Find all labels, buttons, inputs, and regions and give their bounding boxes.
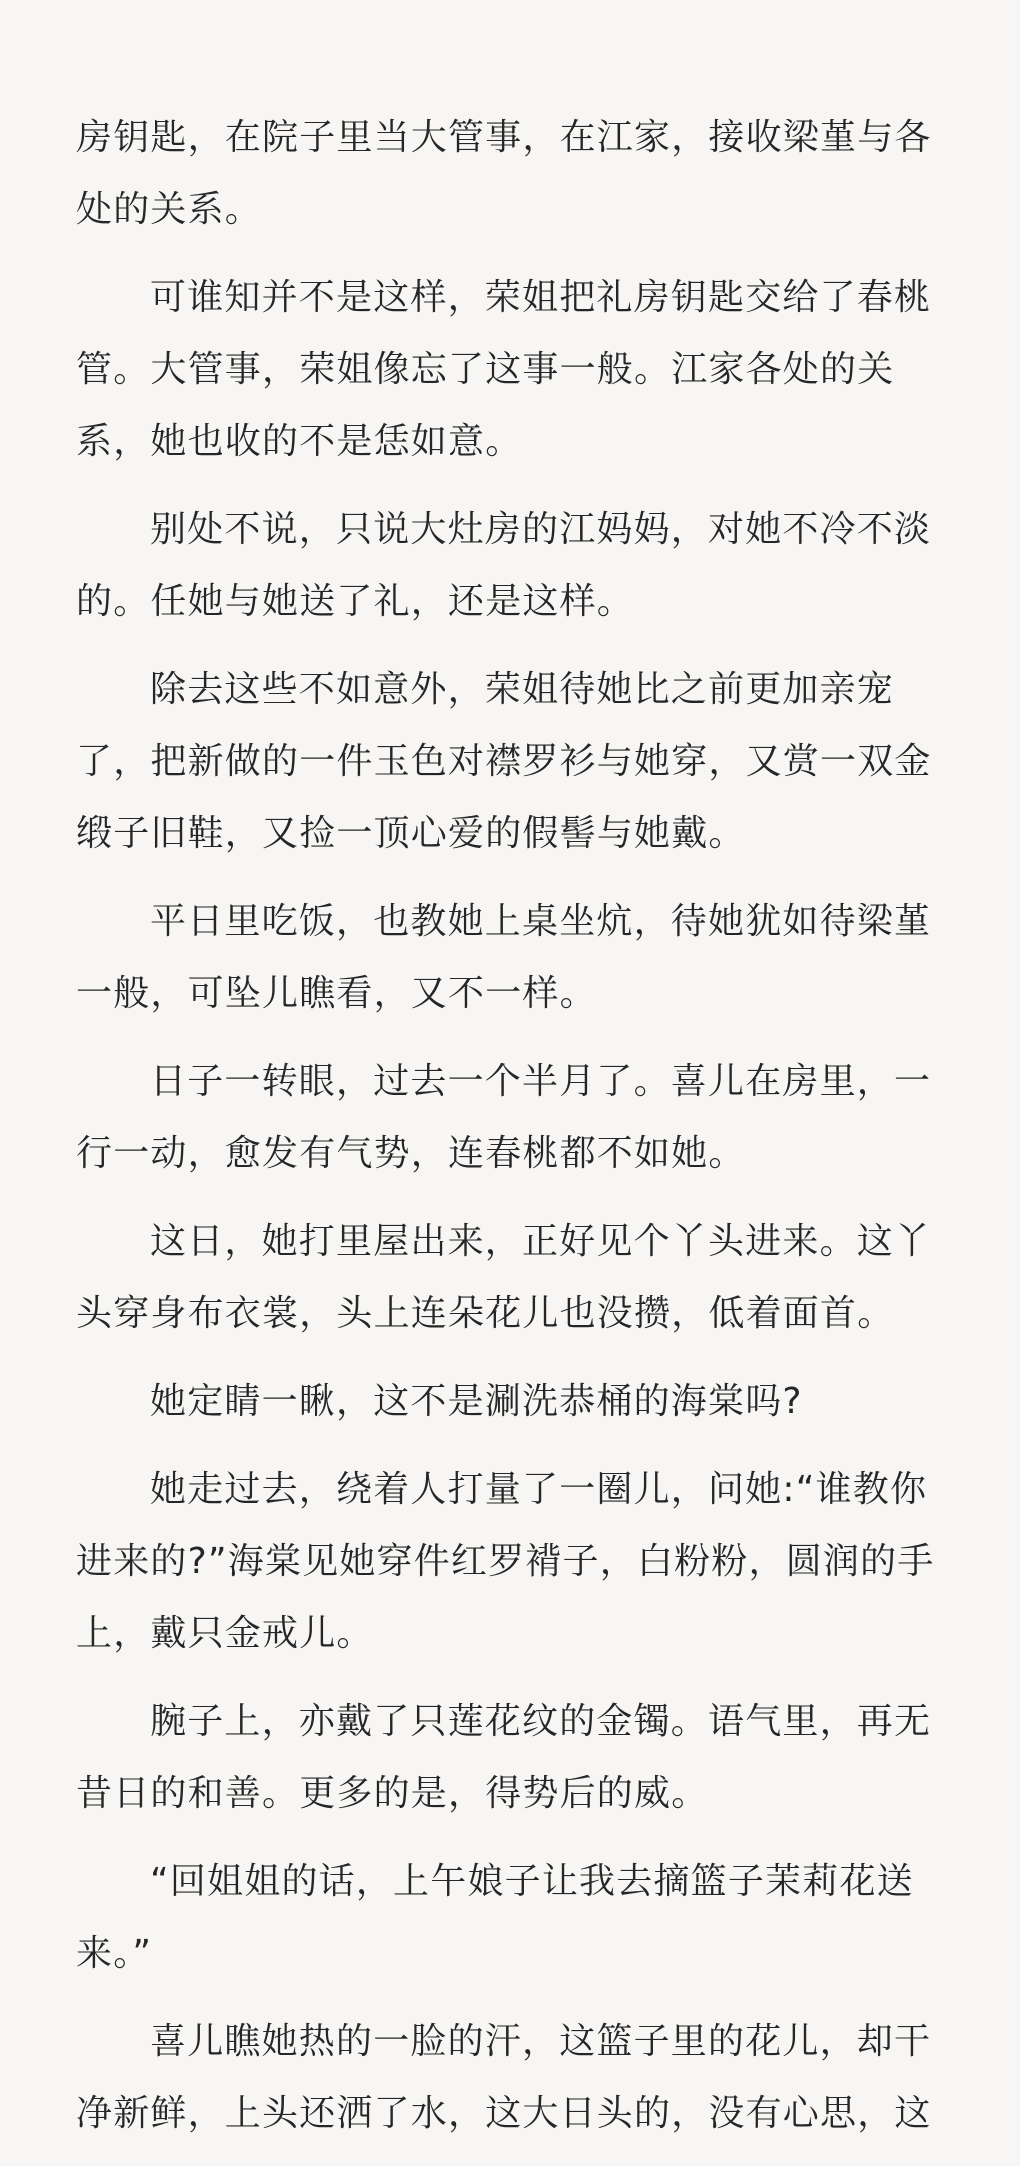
paragraph-9: 她走过去，绕着人打量了一圈儿，问她:“谁教你进来的?”海棠见她穿件红罗褙子，白粉粉，圆润的手上，戴只金戒儿。 [76,1469,935,1654]
paragraph-6: 日子一转眼，过去一个半月了。喜儿在房里，一行一动，愈发有气势，连春桃都不如她。 [76,1061,932,1174]
paragraph-5: 平日里吃饭，也教她上桌坐炕，待她犹如待梁堇一般，可坠儿瞧看，又不一样。 [76,901,932,1014]
paragraph-10: 腕子上，亦戴了只莲花纹的金镯。语气里，再无昔日的和善。更多的是，得势后的威。 [76,1701,932,1814]
paragraph-11: “回姐姐的话，上午娘子让我去摘篮子茉莉花送来。” [76,1861,914,1974]
paragraph-2: 可谁知并不是这样，荣姐把礼房钥匙交给了春桃管。大管事，荣姐像忘了这事一般。江家各处的关系，她也收的不是恁如意。 [76,277,932,462]
paragraph-3: 别处不说，只说大灶房的江妈妈，对她不冷不淡的。任她与她送了礼，还是这样。 [76,509,932,622]
paragraph-4: 除去这些不如意外，荣姐待她比之前更加亲宠了，把新做的一件玉色对襟罗衫与她穿，又赏一双金缎子旧鞋，又捡一顶心爱的假髻与她戴。 [76,669,932,854]
paragraph-8: 她定睛一瞅，这不是涮洗恭桶的海棠吗? [150,1381,803,1422]
paragraph-1: 房钥匙，在院子里当大管事，在江家，接收梁堇与各处的关系。 [76,117,932,230]
article-body [76,102,946,2166]
paragraph-7: 这日，她打里屋出来，正好见个丫头进来。这丫头穿身布衣裳，头上连朵花儿也没攒，低着面首。 [76,1221,932,1334]
paragraph-12: 喜儿瞧她热的一脸的汗，这篮子里的花儿，却干净新鲜，上头还洒了水，这大日头的，没有心思，这 [76,2021,932,2134]
